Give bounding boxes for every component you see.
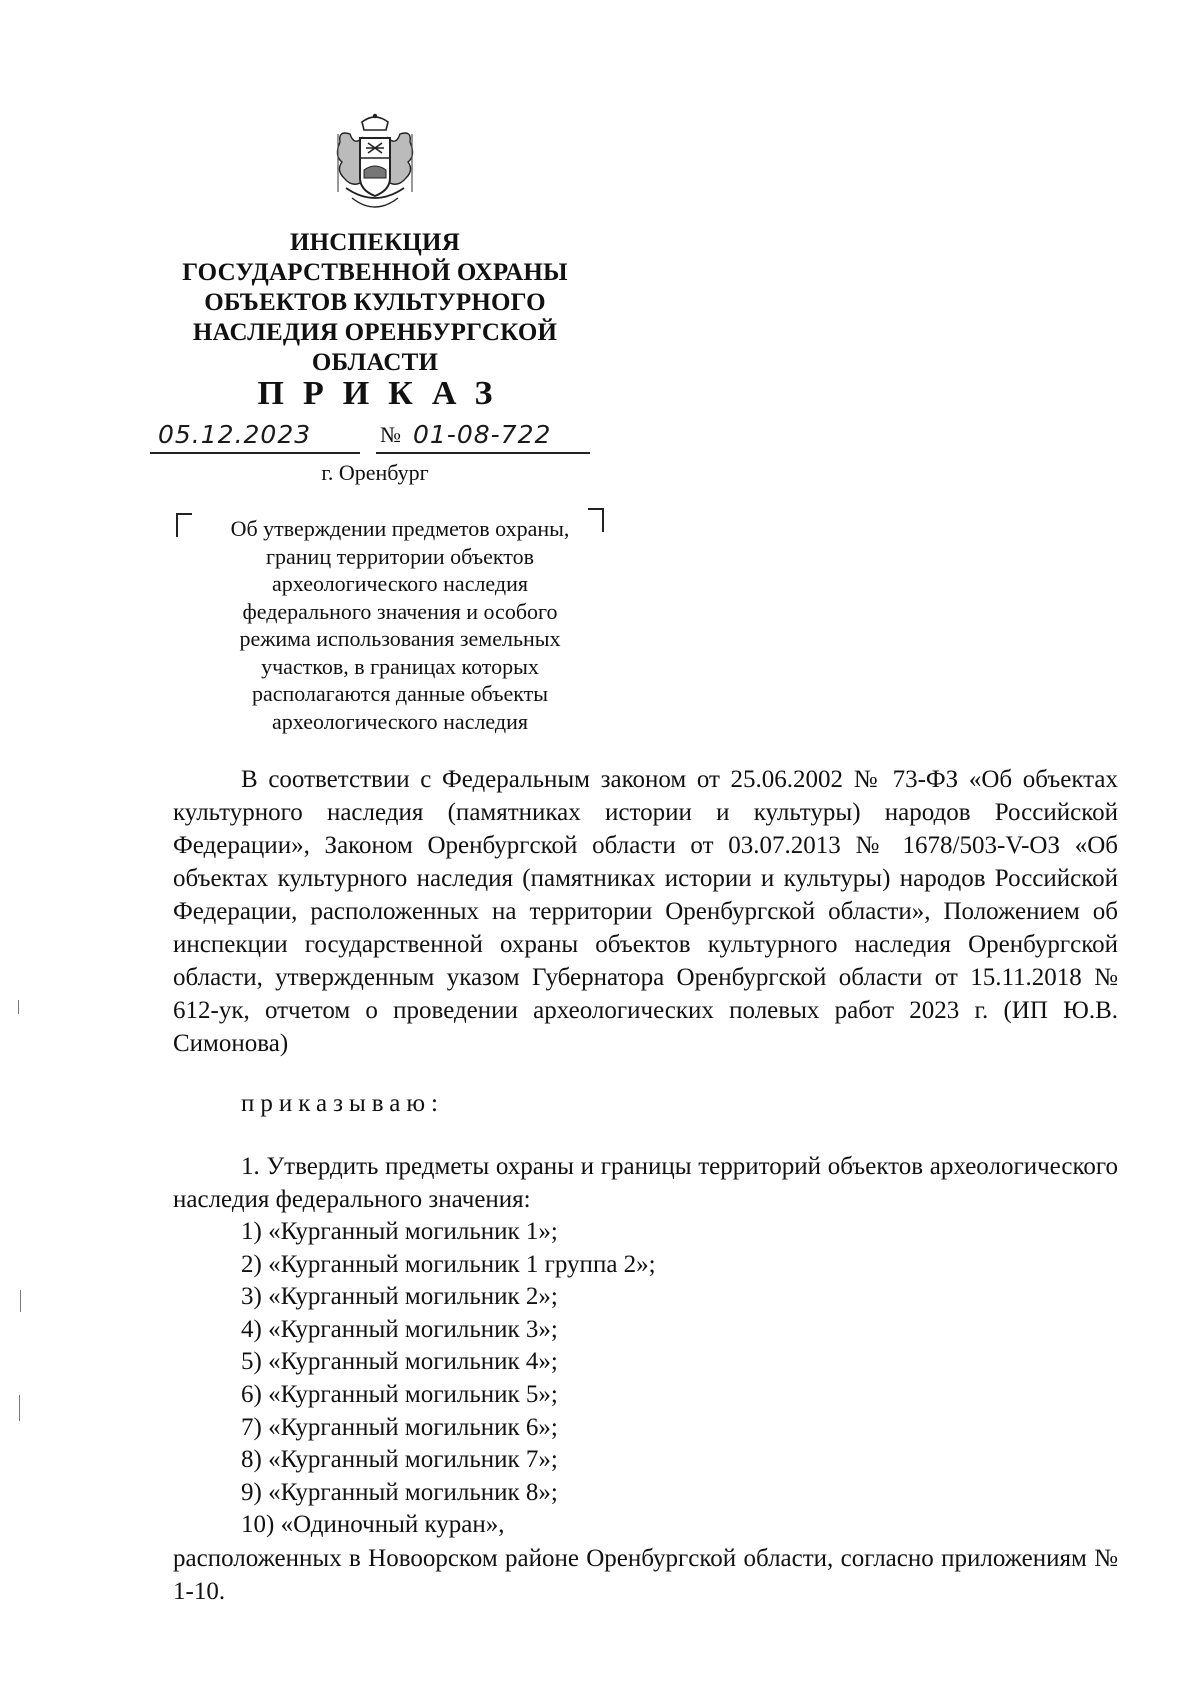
list-item: 9) «Курганный могильник 8»; (241, 1478, 558, 1506)
subject-line: археологического наследия (272, 571, 528, 596)
scan-speck (18, 1000, 19, 1014)
scan-speck (19, 1395, 20, 1421)
list-item: 7) «Курганный могильник 6»; (241, 1413, 558, 1441)
authority-line: ГОСУДАРСТВЕННОЙ ОХРАНЫ (182, 259, 568, 286)
list-item: 3) «Курганный могильник 2»; (241, 1283, 558, 1311)
order-subject (190, 515, 610, 735)
list-item: 5) «Курганный могильник 4»; (241, 1348, 558, 1376)
preamble-paragraph: В соответствии с Федеральным законом от 25.06.2002 № 73-ФЗ «Об объектах культурного наследия (памятниках истории и культуры) народов Российской Федерации», Законом Оренбургской области от 03.07.2013 № 1678/503-V-ОЗ «Об объектах культурного наследия (памятниках истории и культуры) народов Российской Федерации, расположенных на территории Оренбургской области», Положением об инспекции государственной охраны объектов культурного наследия Оренбургской области, утвержденным указом Губернатора Оренбургской области от 15.11.2018 № 612-ук, отчетом о проведении археологических полевых работ 2023 г. (ИП Ю.В. Симонова) (173, 766, 1118, 1057)
handwritten-number: 01-08-722 (413, 420, 552, 449)
order-verb: приказываю: (241, 1090, 444, 1117)
authority-line: НАСЛЕДИЯ ОРЕНБУРГСКОЙ (192, 319, 558, 346)
subject-line: границ территории объектов (265, 543, 535, 569)
issuing-authority (150, 228, 600, 378)
city-line: г. Оренбург (321, 460, 429, 485)
subject-line: федерального значения и особого (242, 598, 558, 624)
subject-line: режима использования земельных (239, 626, 561, 651)
list-item: 10) «Одиночный куран», (241, 1511, 505, 1539)
number-sign: № (380, 422, 401, 447)
list-item: 6) «Курганный могильник 5»; (241, 1380, 558, 1408)
date-underline (150, 452, 360, 454)
authority-line: ИНСПЕКЦИЯ (290, 229, 460, 256)
item-1-tail: расположенных в Новоорском районе Оренбургской области, согласно приложениям № 1-10. (173, 1544, 1118, 1605)
item-1-intro: 1. Утвердить предметы охраны и границы территорий объектов археологического наследия федерального значения: (173, 1153, 1118, 1213)
list-item: 8) «Курганный могильник 7»; (241, 1446, 558, 1474)
subject-line: участков, в границах которых (261, 653, 539, 679)
number-underline (376, 452, 590, 454)
order-body (173, 763, 1118, 1608)
list-item: 4) «Курганный могильник 3»; (241, 1315, 558, 1343)
scan-speck (20, 1290, 21, 1312)
subject-line: археологического наследия (272, 708, 528, 734)
document-type-title: ПРИКАЗ (257, 375, 512, 412)
authority-line: ОБЛАСТИ (311, 349, 439, 376)
authority-line: ОБЪЕКТОВ КУЛЬТУРНОГО (204, 289, 546, 316)
coat-of-arms-emblem (332, 112, 418, 216)
subject-line: располагаются данные объекты (251, 681, 549, 706)
date-number-line (150, 416, 590, 456)
list-item: 1) «Курганный могильник 1»; (241, 1218, 558, 1245)
handwritten-date: 05.12.2023 (158, 420, 312, 449)
list-item: 2) «Курганный могильник 1 группа 2»; (241, 1250, 656, 1278)
subject-line: Об утверждении предметов охраны, (230, 516, 570, 541)
objects-list (173, 1216, 1118, 1542)
